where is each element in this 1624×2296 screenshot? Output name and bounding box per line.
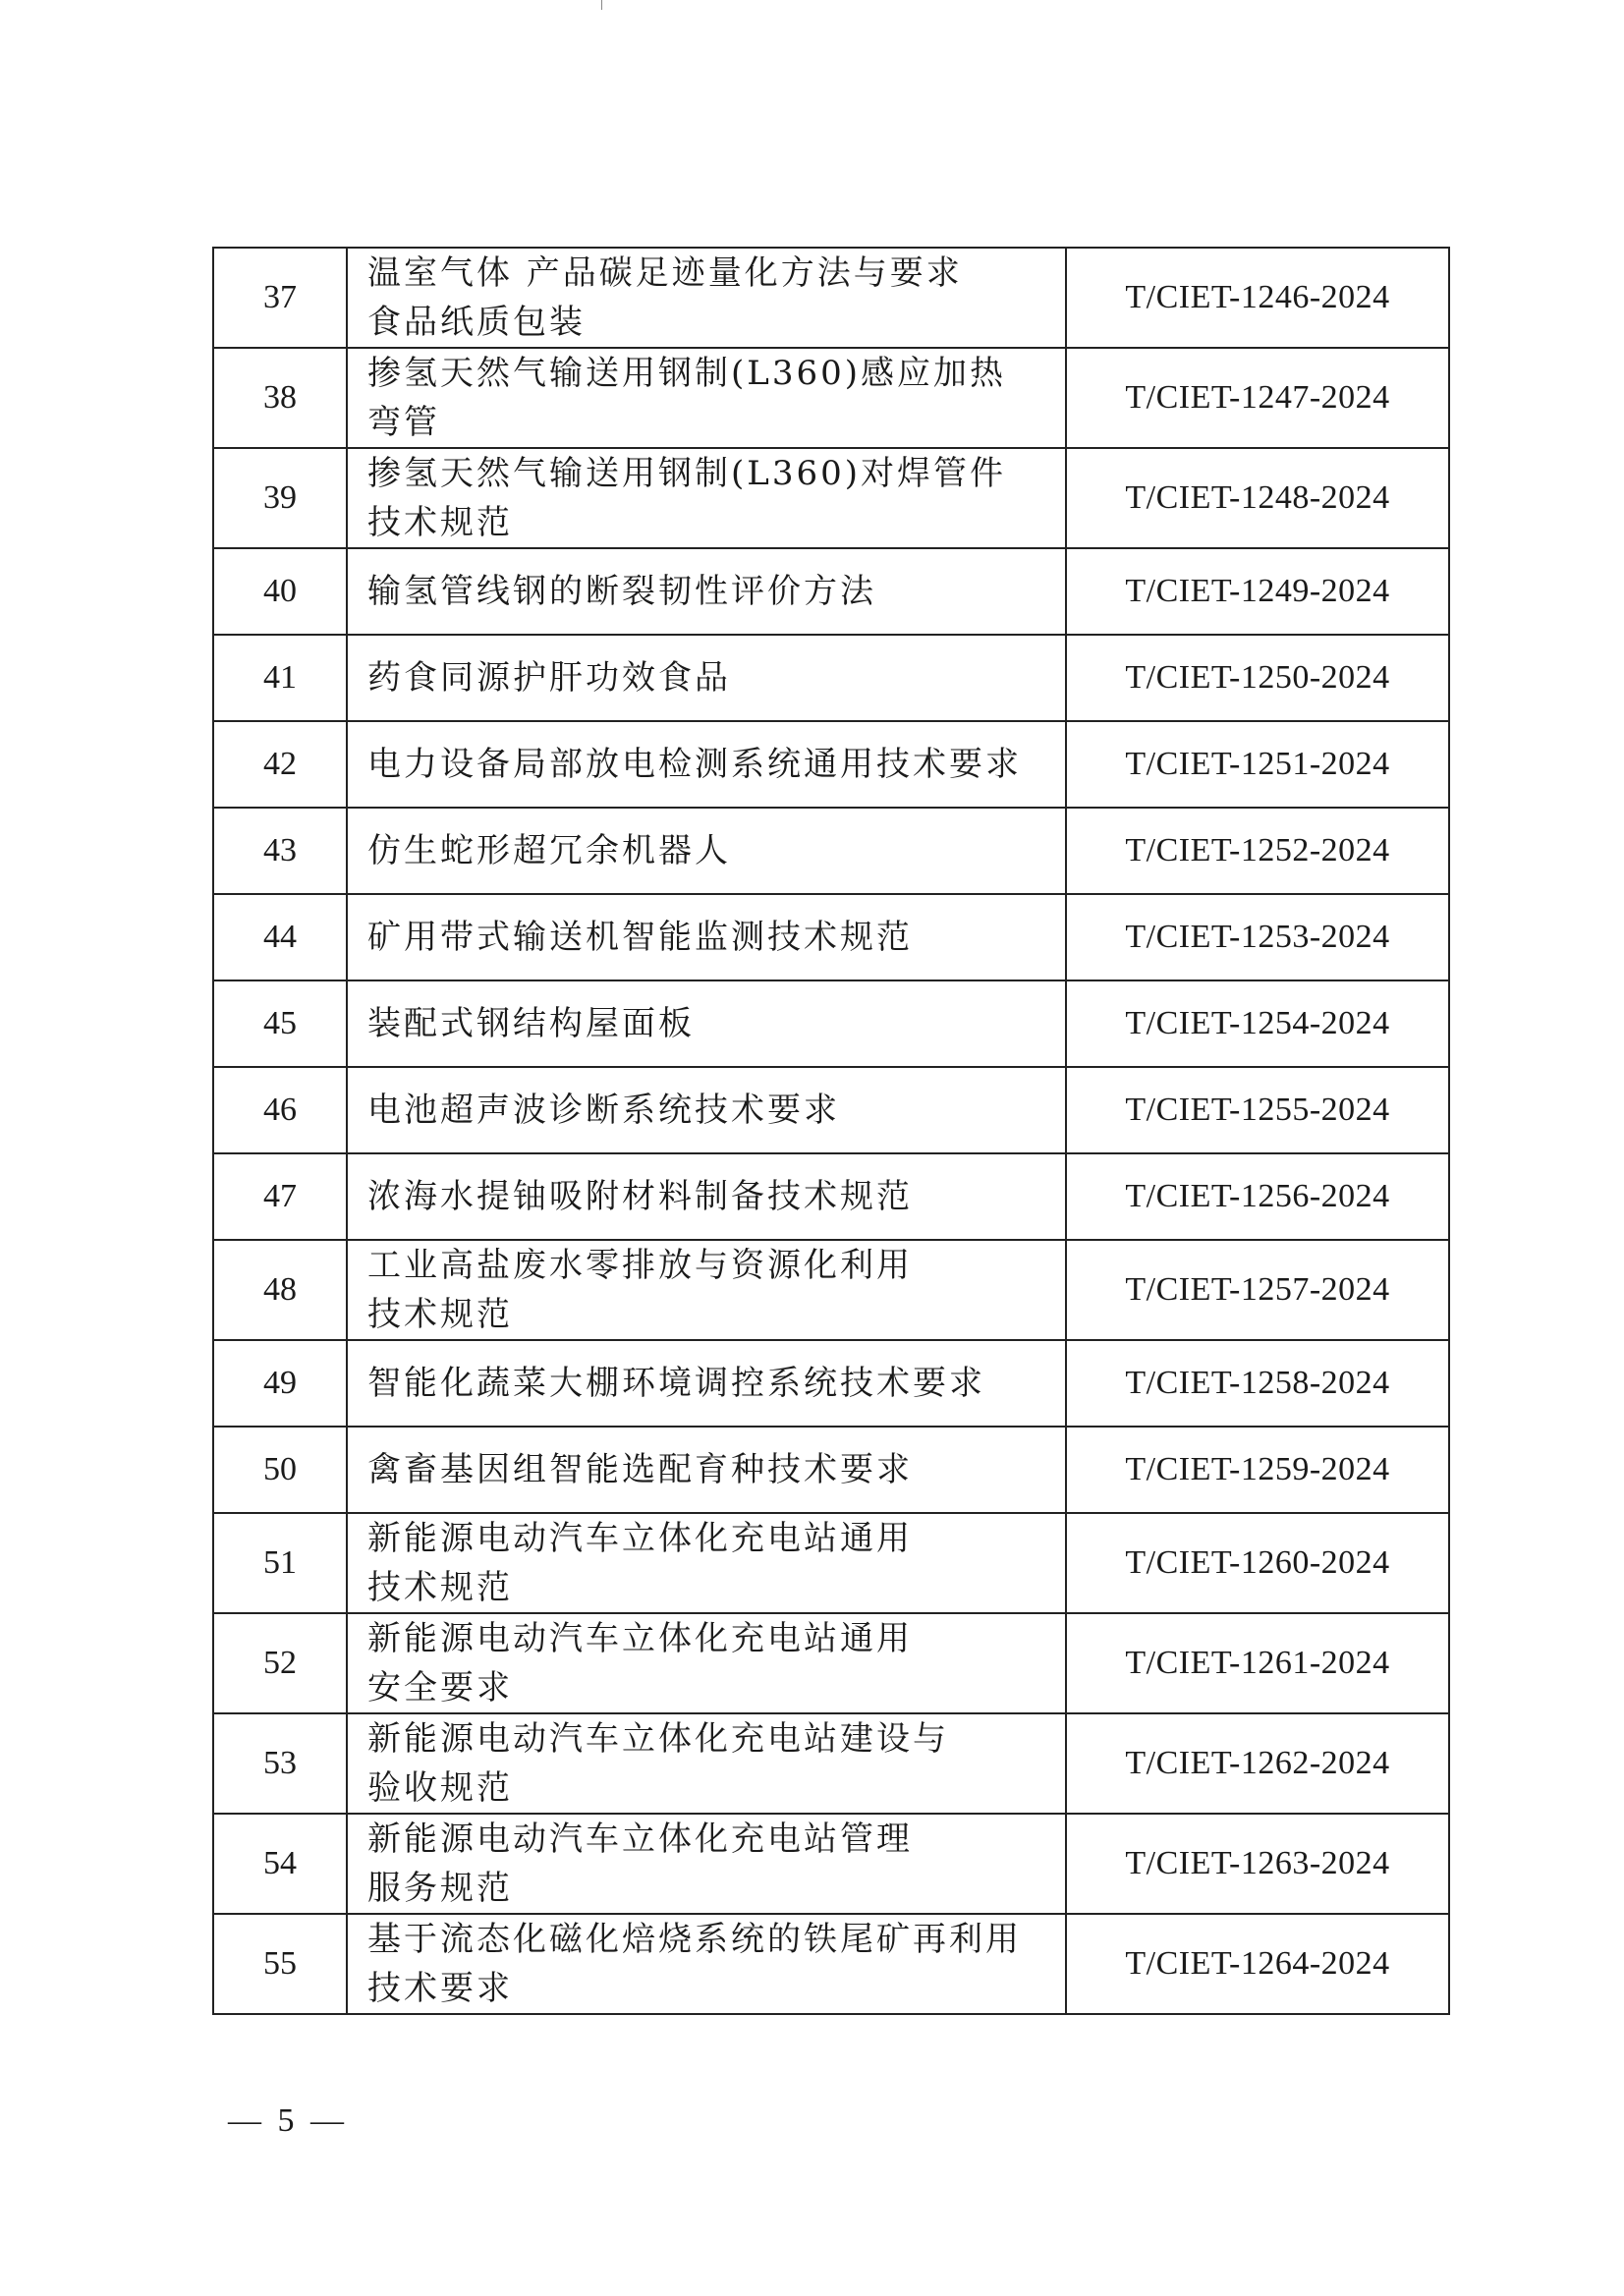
standard-name — [347, 1814, 1066, 1914]
standard-name-line: 智能化蔬菜大棚环境调控系统技术要求 — [367, 1364, 985, 1403]
standard-code: T/CIET-1258-2024 — [1066, 1340, 1449, 1427]
standard-name-line: 工业高盐废水零排放与资源化利用 — [367, 1246, 913, 1285]
standard-name-line: 矿用带式输送机智能监测技术规范 — [367, 918, 913, 957]
standard-name-line: 掺氢天然气输送用钢制(L360)感应加热 — [367, 354, 1007, 393]
table-row — [213, 548, 1449, 635]
standard-name — [347, 1240, 1066, 1340]
row-number: 41 — [213, 635, 347, 721]
scan-mark — [601, 0, 602, 10]
table-row — [213, 1240, 1449, 1340]
standard-name — [347, 348, 1066, 448]
row-number: 55 — [213, 1914, 347, 2014]
row-number: 43 — [213, 808, 347, 894]
table-row — [213, 635, 1449, 721]
standard-name — [347, 721, 1066, 808]
standard-code: T/CIET-1247-2024 — [1066, 348, 1449, 448]
standard-name — [347, 980, 1066, 1067]
standard-name-line: 技术规范 — [367, 503, 513, 542]
table-row — [213, 1713, 1449, 1814]
standard-name-line: 电池超声波诊断系统技术要求 — [367, 1091, 840, 1130]
table-row — [213, 248, 1449, 348]
standard-name-line: 验收规范 — [367, 1768, 513, 1808]
table-row — [213, 1067, 1449, 1153]
standard-name-line: 技术要求 — [367, 1969, 513, 2008]
row-number: 47 — [213, 1153, 347, 1240]
standard-name — [347, 248, 1066, 348]
standard-name-line: 新能源电动汽车立体化充电站通用 — [367, 1619, 913, 1658]
standard-name-line: 弯管 — [367, 403, 440, 442]
standard-name-line: 仿生蛇形超冗余机器人 — [367, 831, 731, 870]
table-row — [213, 1914, 1449, 2014]
standard-name-line: 新能源电动汽车立体化充电站建设与 — [367, 1719, 949, 1759]
table-row — [213, 980, 1449, 1067]
standard-name-line: 禽畜基因组智能选配育种技术要求 — [367, 1450, 913, 1489]
standard-code: T/CIET-1256-2024 — [1066, 1153, 1449, 1240]
row-number: 48 — [213, 1240, 347, 1340]
standard-name — [347, 448, 1066, 548]
standard-code: T/CIET-1263-2024 — [1066, 1814, 1449, 1914]
standard-code: T/CIET-1250-2024 — [1066, 635, 1449, 721]
row-number: 39 — [213, 448, 347, 548]
table-row — [213, 1513, 1449, 1613]
row-number: 40 — [213, 548, 347, 635]
standard-name — [347, 808, 1066, 894]
row-number: 50 — [213, 1427, 347, 1513]
table-row — [213, 448, 1449, 548]
standard-name — [347, 894, 1066, 980]
standard-name-line: 药食同源护肝功效食品 — [367, 658, 731, 698]
standard-code: T/CIET-1248-2024 — [1066, 448, 1449, 548]
standard-name-line: 安全要求 — [367, 1668, 513, 1708]
standard-code: T/CIET-1246-2024 — [1066, 248, 1449, 348]
standard-name-line: 技术规范 — [367, 1295, 513, 1334]
standard-name — [347, 635, 1066, 721]
standard-code: T/CIET-1254-2024 — [1066, 980, 1449, 1067]
standard-name-line: 电力设备局部放电检测系统通用技术要求 — [367, 745, 1022, 784]
standard-name — [347, 1340, 1066, 1427]
table-body — [213, 248, 1449, 2014]
standard-name — [347, 1513, 1066, 1613]
table-row — [213, 1427, 1449, 1513]
table-row — [213, 1613, 1449, 1713]
row-number: 44 — [213, 894, 347, 980]
standard-name-line: 温室气体 产品碳足迹量化方法与要求 — [367, 253, 963, 293]
table-row — [213, 348, 1449, 448]
table-row — [213, 894, 1449, 980]
standard-code: T/CIET-1253-2024 — [1066, 894, 1449, 980]
row-number: 45 — [213, 980, 347, 1067]
standard-name-line: 浓海水提铀吸附材料制备技术规范 — [367, 1177, 913, 1216]
standard-name-line: 技术规范 — [367, 1568, 513, 1607]
row-number: 53 — [213, 1713, 347, 1814]
row-number: 37 — [213, 248, 347, 348]
standard-name — [347, 1153, 1066, 1240]
table-row — [213, 1814, 1449, 1914]
standard-code: T/CIET-1257-2024 — [1066, 1240, 1449, 1340]
row-number: 52 — [213, 1613, 347, 1713]
table-row — [213, 721, 1449, 808]
standard-name — [347, 1427, 1066, 1513]
table-row — [213, 1340, 1449, 1427]
standard-code: T/CIET-1255-2024 — [1066, 1067, 1449, 1153]
standard-name-line: 基于流态化磁化焙烧系统的铁尾矿再利用 — [367, 1920, 1022, 1959]
standard-name-line: 新能源电动汽车立体化充电站通用 — [367, 1519, 913, 1558]
standard-name — [347, 1914, 1066, 2014]
standard-name-line: 输氢管线钢的断裂韧性评价方法 — [367, 572, 876, 611]
standard-name-line: 装配式钢结构屋面板 — [367, 1004, 695, 1043]
standard-name-line: 掺氢天然气输送用钢制(L360)对焊管件 — [367, 454, 1007, 493]
standard-code: T/CIET-1264-2024 — [1066, 1914, 1449, 2014]
table-row — [213, 808, 1449, 894]
standard-name-line: 食品纸质包装 — [367, 303, 586, 342]
standard-code: T/CIET-1251-2024 — [1066, 721, 1449, 808]
page-number: — 5 — — [228, 2102, 348, 2139]
standard-name-line: 服务规范 — [367, 1869, 513, 1908]
standard-code: T/CIET-1261-2024 — [1066, 1613, 1449, 1713]
row-number: 54 — [213, 1814, 347, 1914]
row-number: 38 — [213, 348, 347, 448]
row-number: 49 — [213, 1340, 347, 1427]
standards-table — [212, 247, 1450, 2015]
standard-name-line: 新能源电动汽车立体化充电站管理 — [367, 1820, 913, 1859]
standard-code: T/CIET-1260-2024 — [1066, 1513, 1449, 1613]
standard-name — [347, 548, 1066, 635]
table-row — [213, 1153, 1449, 1240]
row-number: 51 — [213, 1513, 347, 1613]
standard-name — [347, 1613, 1066, 1713]
standard-code: T/CIET-1262-2024 — [1066, 1713, 1449, 1814]
row-number: 42 — [213, 721, 347, 808]
standard-code: T/CIET-1249-2024 — [1066, 548, 1449, 635]
standard-code: T/CIET-1252-2024 — [1066, 808, 1449, 894]
row-number: 46 — [213, 1067, 347, 1153]
standard-name — [347, 1713, 1066, 1814]
standard-code: T/CIET-1259-2024 — [1066, 1427, 1449, 1513]
standard-name — [347, 1067, 1066, 1153]
